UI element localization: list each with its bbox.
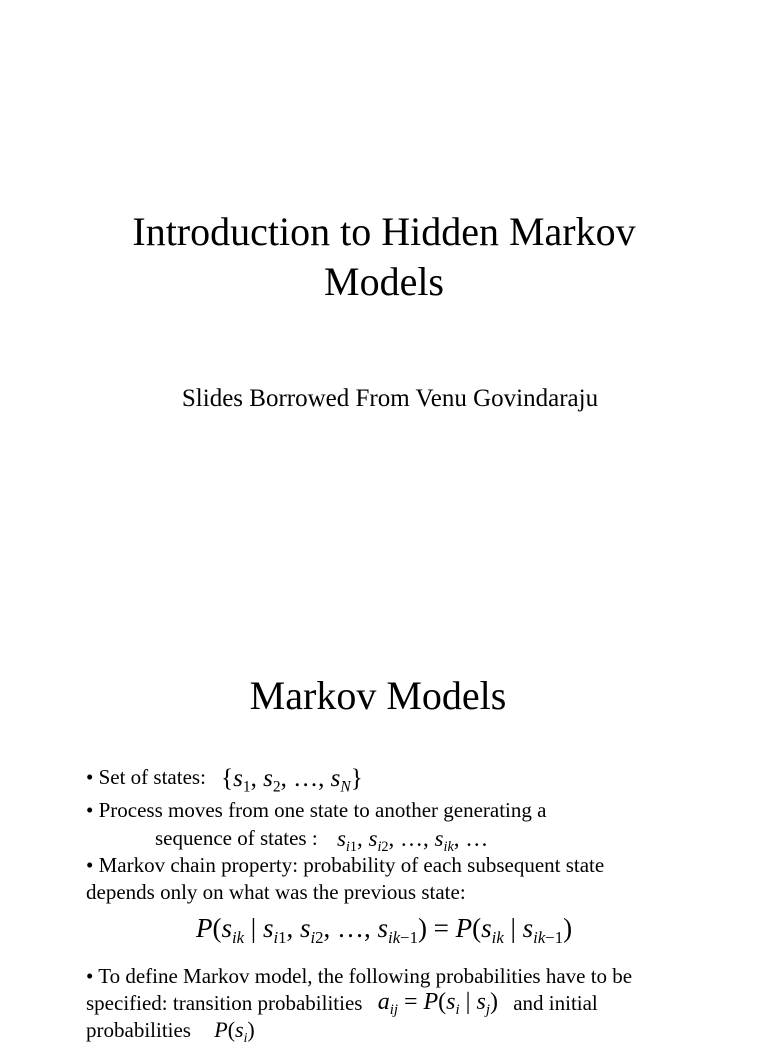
formula-state-set: {$s_1$, $s_2$, …, $s_N$} xyxy=(221,765,363,796)
bullet-text: specified: transition probabilities xyxy=(86,991,363,1015)
slide-title-line-1: Introduction to Hidden Markov xyxy=(132,209,636,254)
bullet-define-model: • To define Markov model, the following probabilities have to be xyxy=(86,964,633,988)
bullet-process-moves: • Process moves from one state to another generating a xyxy=(86,798,547,822)
formula-state-sequence: $s_{i1}$, $s_{i2}$, …, $s_{ik}$, … xyxy=(336,826,489,855)
bullet-set-of-states xyxy=(86,764,363,796)
bullet-text: and initial xyxy=(513,991,598,1015)
bullet-text: • Set of states: xyxy=(86,765,206,789)
slide-title-line-2: Models xyxy=(324,259,444,304)
bullet-text: sequence of states : xyxy=(155,826,318,850)
bullet-sequence-of-states xyxy=(155,825,489,855)
bullet-specified xyxy=(86,989,598,1019)
slide-markov-models xyxy=(0,640,768,1045)
formula-initial-probability: $P(s_i)$ xyxy=(214,1017,255,1045)
bullet-initial-probabilities xyxy=(86,1017,255,1043)
bullet-depends-only: depends only on what was the previous state: xyxy=(86,880,466,904)
slide-heading: Markov Models xyxy=(249,673,507,718)
bullet-text: probabilities xyxy=(86,1018,191,1042)
bullet-markov-property: • Markov chain property: probability of each subsequent state xyxy=(86,853,605,877)
formula-transition-probability: $a_{ij} = P(s_i$ | $s_j$) xyxy=(377,989,498,1019)
formula-markov-property: $P(s_{ik}$ | $s_{i1}$, $s_{i2}$, …, $s_{ik-1}) = P(s_{ik}$ | $s_{ik-1}$) xyxy=(195,913,573,947)
slide-subtitle: Slides Borrowed From Venu Govindaraju xyxy=(181,385,599,412)
